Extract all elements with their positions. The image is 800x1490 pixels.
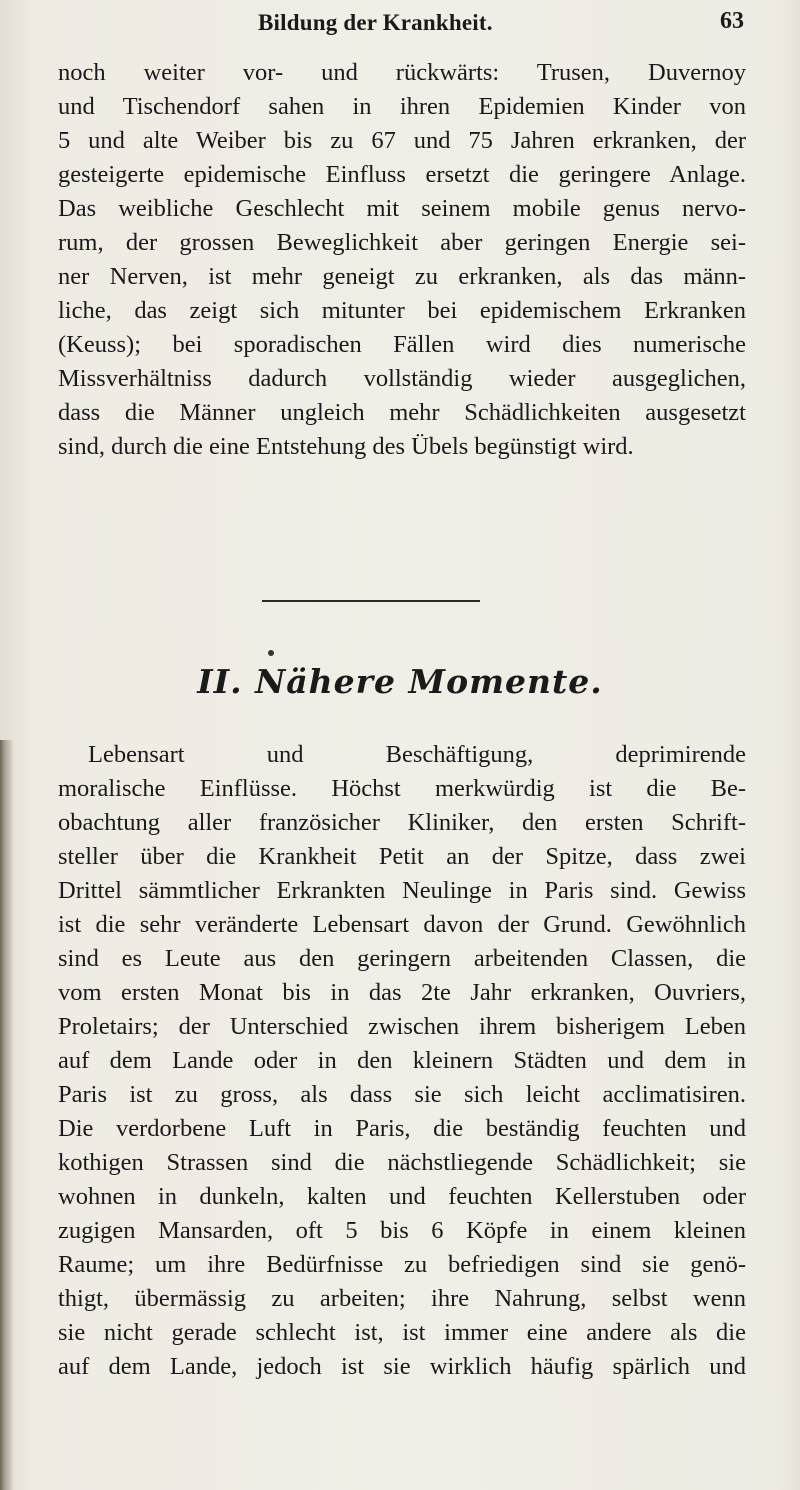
- text-line: Das weibliche Geschlecht mit seinem mobile genus nervo-: [58, 195, 746, 222]
- text-line: thigt, übermässig zu arbeiten; ihre Nahrung, selbst wenn: [58, 1285, 746, 1312]
- text-line: gesteigerte epidemische Einfluss ersetzt die geringere Anlage.: [58, 161, 746, 188]
- text-line: auf dem Lande oder in den kleinern Städten und dem in: [58, 1047, 746, 1074]
- text-line: noch weiter vor- und rückwärts: Trusen, Duvernoy: [58, 59, 746, 86]
- text-line: dass die Männer ungleich mehr Schädlichkeiten ausgesetzt: [58, 399, 746, 426]
- text-line: ist die sehr veränderte Lebensart davon der Grund. Gewöhnlich: [58, 911, 746, 938]
- text-line: Raume; um ihre Bedürfnisse zu befriedigen sind sie genö-: [58, 1251, 746, 1278]
- text-line: auf dem Lande, jedoch ist sie wirklich häufig spärlich und: [58, 1353, 746, 1380]
- text-line: rum, der grossen Beweglichkeit aber geringen Energie sei-: [58, 229, 746, 256]
- text-line: wohnen in dunkeln, kalten und feuchten Kellerstuben oder: [58, 1183, 746, 1210]
- text-line: kothigen Strassen sind die nächstliegende Schädlichkeit; sie: [58, 1149, 746, 1176]
- text-line: (Keuss); bei sporadischen Fällen wird dies numerische: [58, 331, 746, 358]
- text-line: Proletairs; der Unterschied zwischen ihrem bisherigem Leben: [58, 1013, 746, 1040]
- paragraph-2: [58, 738, 746, 1384]
- text-line: zugigen Mansarden, oft 5 bis 6 Köpfe in einem kleinen: [58, 1217, 746, 1244]
- text-line: vom ersten Monat bis in das 2te Jahr erkranken, Ouvriers,: [58, 979, 746, 1006]
- text-line: Paris ist zu gross, als dass sie sich leicht acclimatisiren.: [58, 1081, 746, 1108]
- section-divider: [262, 600, 480, 602]
- text-line: ner Nerven, ist mehr geneigt zu erkranken, als das männ-: [58, 263, 746, 290]
- page-header: [0, 8, 800, 48]
- page-number: 63: [720, 8, 744, 34]
- running-title: Bildung der Krankheit.: [258, 10, 493, 35]
- text-line: moralische Einflüsse. Höchst merkwürdig ist die Be-: [58, 775, 746, 802]
- paragraph-1: [58, 56, 746, 464]
- text-line: sind es Leute aus den geringern arbeitenden Classen, die: [58, 945, 746, 972]
- text-line: Missverhältniss dadurch vollständig wieder ausgeglichen,: [58, 365, 746, 392]
- text-line: 5 und alte Weiber bis zu 67 und 75 Jahren erkranken, der: [58, 127, 746, 154]
- text-line: Die verdorbene Luft in Paris, die beständig feuchten und: [58, 1115, 746, 1142]
- section-heading: II. Nähere Momente.: [197, 662, 603, 701]
- text-line: steller über die Krankheit Petit an der Spitze, dass zwei: [58, 843, 746, 870]
- text-line: sind, durch die eine Entstehung des Übels begünstigt wird.: [58, 433, 634, 460]
- text-line: und Tischendorf sahen in ihren Epidemien Kinder von: [58, 93, 746, 120]
- text-line: Lebensart und Beschäftigung, deprimirende: [88, 741, 746, 768]
- text-line: obachtung aller französicher Kliniker, den ersten Schrift-: [58, 809, 746, 836]
- text-line: Drittel sämmtlicher Erkrankten Neulinge in Paris sind. Gewiss: [58, 877, 746, 904]
- ink-dot: [268, 650, 274, 656]
- text-line: liche, das zeigt sich mitunter bei epidemischem Erkranken: [58, 297, 746, 324]
- text-line: sie nicht gerade schlecht ist, ist immer eine andere als die: [58, 1319, 746, 1346]
- page-edge-shadow: [0, 740, 14, 1490]
